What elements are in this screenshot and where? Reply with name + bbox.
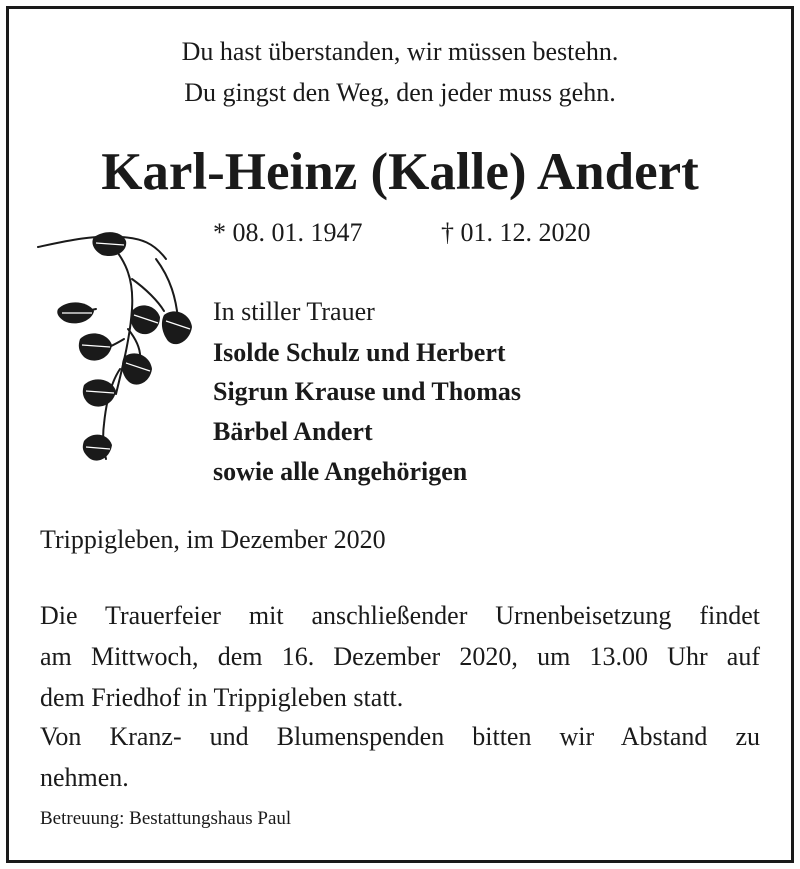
mourner-name: sowie alle Angehörigen	[213, 457, 468, 486]
funeral-info-line: nehmen.	[40, 763, 129, 792]
mourner-name: Isolde Schulz und Herbert	[213, 338, 506, 367]
funeral-info-line: dem Friedhof in Trippigleben statt.	[40, 683, 404, 712]
funeral-home-credit: Betreuung: Bestattungshaus Paul	[40, 808, 292, 829]
funeral-info-line: am Mittwoch, dem 16. Dezember 2020, um 13.00 Uhr auf	[40, 642, 760, 671]
funeral-info-line: Von Kranz- und Blumenspenden bitten wir Abstand zu	[40, 722, 760, 751]
verse-line-1: Du hast überstanden, wir müssen bestehn.	[181, 37, 619, 66]
birth-date: * 08. 01. 1947	[213, 218, 363, 247]
place-and-date: Trippigleben, im Dezember 2020	[40, 525, 386, 554]
deceased-name: Karl-Heinz (Kalle) Andert	[101, 143, 699, 201]
death-date: † 01. 12. 2020	[441, 218, 591, 247]
verse-line-2: Du gingst den Weg, den jeder muss gehn.	[184, 78, 616, 107]
mourner-name: Sigrun Krause und Thomas	[213, 377, 522, 406]
birch-branch-icon	[36, 219, 201, 475]
funeral-info-line: Die Trauerfeier mit anschließender Urnenbeisetzung findet	[40, 601, 760, 630]
obituary-notice	[6, 6, 794, 863]
mourner-name: Bärbel Andert	[213, 417, 373, 446]
mourning-intro: In stiller Trauer	[213, 297, 375, 326]
